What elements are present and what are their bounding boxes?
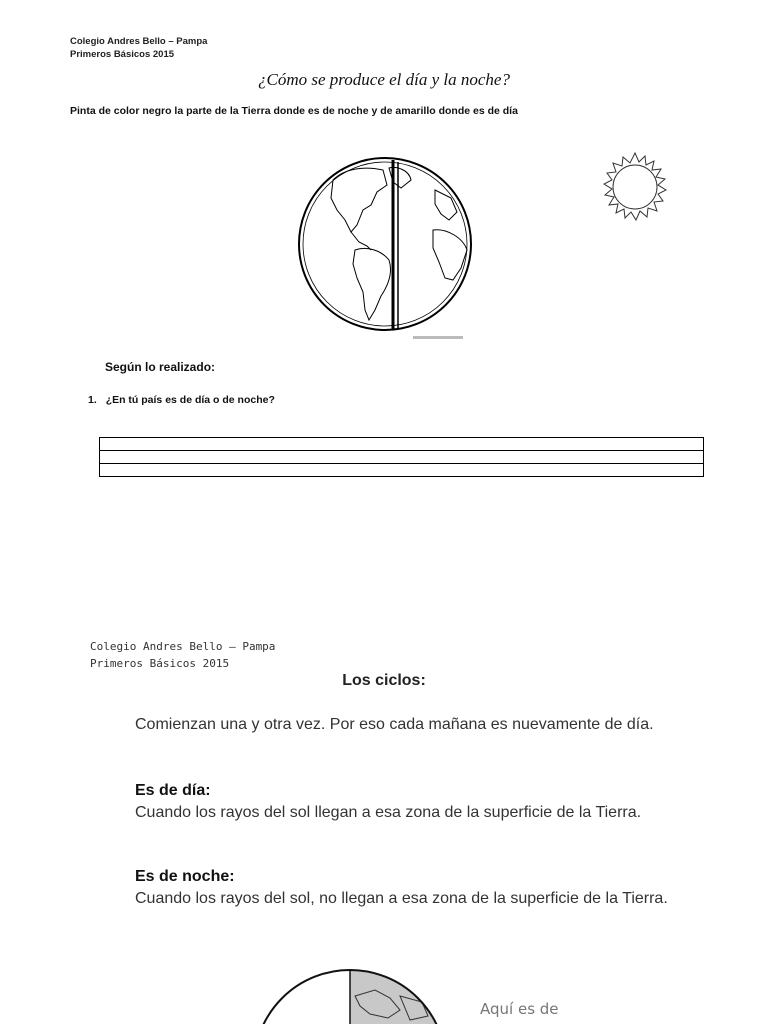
cycles-heading: Los ciclos:	[342, 672, 426, 689]
day-section	[135, 780, 695, 824]
question-1	[88, 394, 275, 406]
earth-globe-icon	[285, 150, 485, 345]
night-section	[135, 866, 695, 910]
answer-line[interactable]	[100, 451, 704, 464]
sun-icon	[598, 150, 672, 224]
answer-line[interactable]	[100, 438, 704, 451]
day-night-globe-icon	[250, 966, 450, 1024]
day-text: Cuando los rayos del sol llegan a esa zona de la superficie de la Tierra.	[135, 804, 642, 821]
grade-label: Primeros Básicos 2015	[90, 657, 230, 670]
school-name: Colegio Andres Bello – Pampa	[70, 36, 208, 47]
night-label: Es de noche:	[135, 868, 235, 885]
day-label: Es de día:	[135, 782, 211, 799]
school-name: Colegio Andres Bello – Pampa	[90, 640, 276, 653]
instruction-text: Pinta de color negro la parte de la Tierra donde es de noche y de amarillo donde es de día	[70, 105, 518, 117]
page-title: ¿Cómo se produce el día y la noche?	[258, 70, 510, 89]
page2-header	[90, 638, 275, 672]
page-header	[70, 35, 207, 61]
cycles-intro: Comienzan una y otra vez. Por eso cada mañana es nuevamente de día.	[135, 716, 654, 733]
grade-label: Primeros Básicos 2015	[70, 49, 175, 60]
answer-lines	[99, 437, 704, 477]
followup-heading: Según lo realizado:	[105, 360, 216, 374]
answer-line[interactable]	[100, 464, 704, 477]
day-night-caption: Aquí es de	[480, 1000, 559, 1018]
question-text: ¿En tú país es de día o de noche?	[105, 394, 275, 406]
question-number: 1.	[88, 394, 97, 406]
night-text: Cuando los rayos del sol, no llegan a esa zona de la superficie de la Tierra.	[135, 890, 668, 907]
